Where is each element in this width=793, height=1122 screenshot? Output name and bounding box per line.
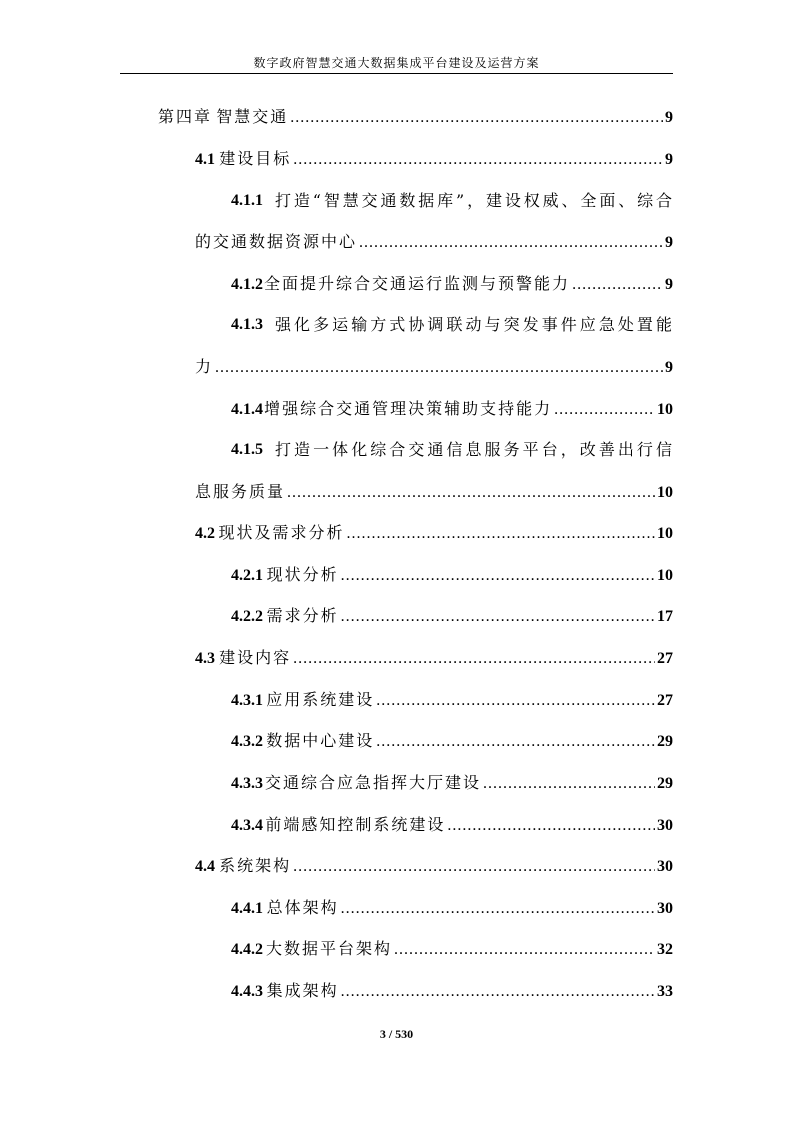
dot-leader [572,273,663,297]
toc-page-number: 10 [657,401,673,418]
toc-entry-4-3-4[interactable] [231,813,673,837]
toc-entry-4-2-2[interactable] [231,604,673,628]
toc-entry-title: 智慧交通 [216,107,289,126]
dot-leader [293,647,655,671]
toc-page-number: 32 [657,941,673,958]
toc-entry-number: 4.1.3 [231,316,263,333]
toc-page-number: 9 [665,234,673,251]
dot-leader [359,231,663,255]
toc-entry-title-continued: 息服务质量 [195,482,286,501]
toc-page-number: 9 [665,276,673,293]
dot-leader [554,398,655,422]
toc-entry-number: 4.4 [195,858,215,875]
toc-entry-title: 现状及需求分析 [218,523,345,542]
dot-leader [290,106,663,130]
toc-entry-title: 集成架构 [266,981,339,1000]
toc-entry-4-1-3-line2[interactable] [195,355,673,379]
toc-entry-number: 4.3.1 [231,692,263,709]
toc-entry-title: 需求分析 [266,606,339,625]
toc-entry-4-2[interactable] [195,521,673,545]
toc-entry-4-3-2[interactable] [231,729,673,753]
toc-entry-4-4-2[interactable] [231,937,673,961]
toc-entry-title: 现状分析 [266,565,339,584]
toc-entry-title: 增强综合交通管理决策辅助支持能力 [264,399,553,418]
running-header: 数字政府智慧交通大数据集成平台建设及运营方案 [253,56,540,70]
toc-entry-4-3-1[interactable] [231,688,673,712]
toc-page-number: 9 [665,359,673,376]
page-indicator: 3 / 530 [379,1027,414,1041]
toc-entry-number: 4.1.4 [231,401,263,418]
toc-entry-title: 数据中心建设 [266,731,375,750]
toc-entry-title: 全面提升综合交通运行监测与预警能力 [264,274,571,293]
toc-page-number: 27 [657,692,673,709]
toc-entry-4-3[interactable] [195,646,673,670]
dot-leader [341,897,655,921]
toc-entry-number: 4.4.1 [231,900,263,917]
dot-leader [293,148,663,172]
dot-leader [287,481,655,505]
toc-entry-number: 4.4.2 [231,941,263,958]
toc-entry-title: 前端感知控制系统建设 [265,815,446,834]
toc-entry-number: 4.3.3 [231,775,263,792]
toc-entry-title-continued: 的交通数据资源中心 [195,232,358,251]
toc-page-number: 27 [657,650,673,667]
toc-entry-number: 4.4.3 [231,983,263,1000]
toc-page-number: 33 [657,983,673,1000]
toc-chapter-label: 第四章 [158,107,213,126]
dot-leader [347,522,655,546]
toc-page-number: 30 [657,900,673,917]
toc-page-number: 30 [657,858,673,875]
toc-entry-4-1-2[interactable] [231,272,673,296]
toc-entry-4-1[interactable] [195,147,673,171]
toc-page-number: 10 [657,567,673,584]
toc-entry-number: 4.3.2 [231,733,263,750]
toc-entry-number: 4.1.1 [231,192,263,209]
dot-leader [341,980,655,1004]
toc-entry-4-2-1[interactable] [231,563,673,587]
toc-entry-title: 建设内容 [219,648,292,667]
toc-entry-4-4-1[interactable] [231,896,673,920]
toc-page-number: 29 [657,775,673,792]
toc-entry-title: 大数据平台架构 [265,939,392,958]
toc-entry-number: 4.1.5 [231,441,263,458]
toc-page-number: 29 [657,733,673,750]
toc-page-number: 17 [657,608,673,625]
toc-page-number: 9 [665,151,673,168]
toc-entry-number: 4.2 [195,525,215,542]
toc-entry-title: 总体架构 [266,898,339,917]
toc-entry-title-continued: 力 [195,357,214,376]
toc-entry-4-1-1-line1[interactable] [231,189,673,213]
toc-entry-4-4-3[interactable] [231,979,673,1003]
toc-entry-number: 4.1 [195,151,215,168]
dot-leader [447,814,655,838]
dot-leader [341,564,655,588]
toc-entry-4-1-5-line1[interactable] [231,438,673,462]
toc-entry-4-1-1-line2[interactable] [195,230,673,254]
toc-entry-number: 4.2.2 [231,608,263,625]
toc-entry-title: 系统架构 [219,856,292,875]
toc-entry-number: 4.1.2 [231,276,263,293]
dot-leader [293,855,655,879]
toc-entry-number: 4.2.1 [231,567,263,584]
dot-leader [376,689,655,713]
toc-entry-number: 4.3.4 [231,817,263,834]
dot-leader [376,730,655,754]
dot-leader [215,356,663,380]
toc-page-number: 30 [657,817,673,834]
dot-leader [483,772,655,796]
toc-page-number: 10 [657,484,673,501]
toc-entry-title: 应用系统建设 [266,690,375,709]
toc-entry-title: 打造一体化综合交通信息服务平台，改善出行信 [275,440,673,459]
toc-entry-4-1-4[interactable] [231,397,673,421]
toc-entry-4-1-5-line2[interactable] [195,480,673,504]
toc-entry-number: 4.3 [195,650,215,667]
toc-entry-chapter-4[interactable] [158,105,673,129]
dot-leader [341,605,655,629]
dot-leader [394,938,655,962]
toc-page-number: 9 [665,109,673,126]
toc-entry-title: 强化多运输方式协调联动与突发事件应急处置能 [275,315,673,334]
toc-entry-4-4[interactable] [195,854,673,878]
toc-entry-title: 打造“智慧交通数据库”，建设权威、全面、综合 [275,191,673,210]
toc-entry-title: 建设目标 [219,149,292,168]
toc-entry-4-3-3[interactable] [231,771,673,795]
toc-entry-4-1-3-line1[interactable] [231,313,673,337]
toc-page-number: 10 [657,525,673,542]
toc-entry-title: 交通综合应急指挥大厅建设 [264,773,481,792]
